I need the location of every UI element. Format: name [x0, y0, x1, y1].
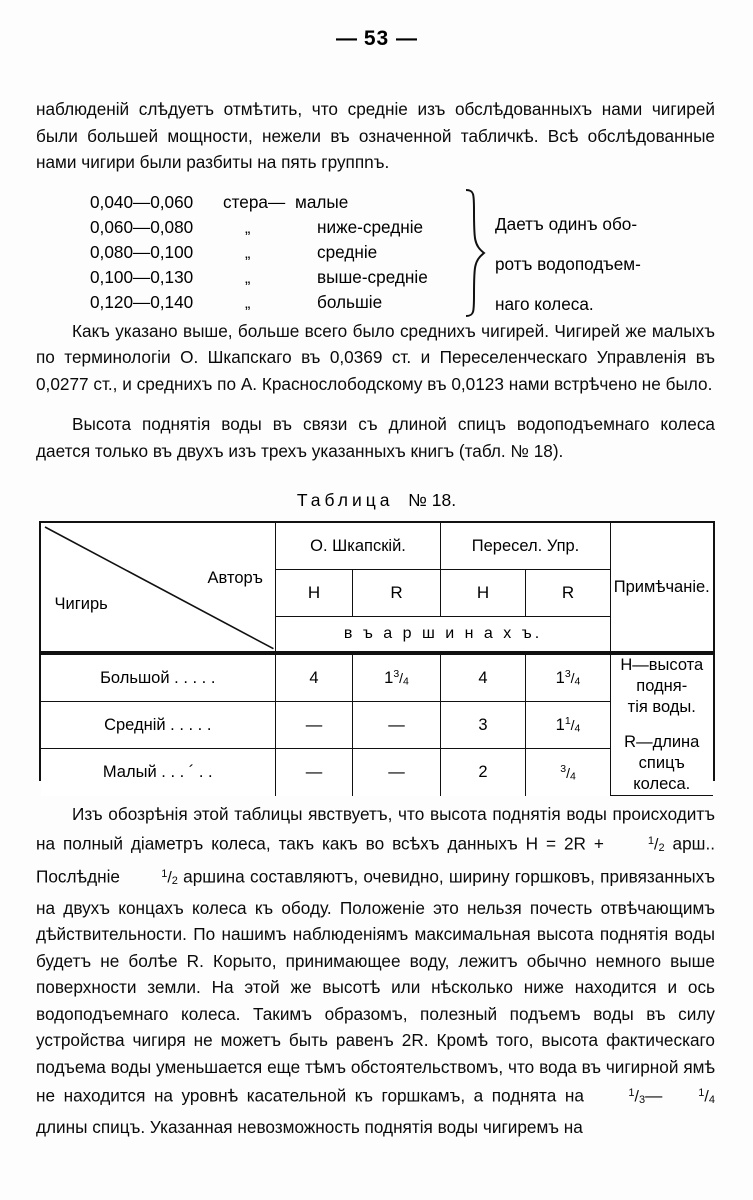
- table-header-row-1: [41, 523, 713, 570]
- note-line: тія воды.: [627, 698, 696, 716]
- paragraph-2: Какъ указано выше, больше всего было среднихъ чигирей. Чигирей же малыхъ по терминологiи О. Шкапскаго въ 0,0369 ст. и Переселенческаго Управленiя въ 0,0277 ст., и среднихъ по А. Краснослободскому въ 0,0123 нами встрѣчено не было.: [36, 320, 715, 394]
- intro-paragraph: наблюденій слѣдуетъ отмѣтить, что среднiе изъ обслѣдованныхъ нами чигирей были большей мощности, нежели въ означенной табличкѣ. Всѣ обслѣдованные нами чигири были разбиты на пять группnъ.: [36, 99, 715, 172]
- table-caption-number: № 18.: [408, 490, 457, 510]
- table-col-header-h-pereselupr: H: [441, 570, 526, 617]
- table-unit-label: в ъ а р ш и н а х ъ.: [276, 617, 611, 653]
- header-dash-right: —: [396, 27, 418, 50]
- group-name: ниже-среднiе: [317, 216, 424, 237]
- fraction-value: $^3/_4$: [560, 762, 576, 783]
- fraction-one-half-a: $^1/_2$: [647, 834, 665, 854]
- group-unit: „: [245, 219, 251, 237]
- note-height-definition: [611, 655, 713, 718]
- group-list: [90, 192, 460, 317]
- group-row: [90, 267, 460, 292]
- group-unit: „: [245, 244, 251, 262]
- fraction-one-third: $^1/_3$: [628, 1087, 646, 1107]
- table-row-label-malyy: Малый . . . ´ . .: [41, 749, 276, 796]
- table-row-label-bolshoy: Большой . . . . .: [41, 655, 276, 702]
- group-range: 0,100—0,130: [90, 266, 194, 287]
- table-cell-h-shkapsky-malyy: —: [276, 749, 353, 796]
- group-row: [90, 217, 460, 242]
- table-cell-h-pereselupr-malyy: 2: [441, 749, 526, 796]
- fraction-one-half-b: $^1/_2$: [161, 868, 178, 888]
- note-radius-definition: [611, 732, 713, 795]
- paragraph-3-block: [0, 411, 753, 464]
- table-corner-cell: [41, 523, 276, 653]
- table-cell-r-pereselupr-malyy: [526, 749, 611, 796]
- table-18: [39, 521, 715, 793]
- table-cell-r-shkapsky-malyy: —: [353, 749, 441, 796]
- table-row: [41, 655, 713, 702]
- table-author-group-pereselupr: Пересел. Упр.: [441, 523, 611, 570]
- table-note-body: [611, 655, 713, 796]
- fraction-range-dash: —: [645, 1085, 663, 1106]
- group-row: [90, 292, 460, 317]
- table-col-header-r-shkapsky: R: [353, 570, 441, 617]
- fraction-value: $1^3/_4$: [384, 668, 409, 688]
- table-cell-r-pereselupr-sredniy: [526, 702, 611, 749]
- group-unit: „: [245, 269, 251, 287]
- group-range: 0,120—0,140: [90, 291, 194, 312]
- table-cell-h-pereselupr-bolshoy: 4: [441, 655, 526, 702]
- paragraph-3: Высота поднятiя воды въ связи съ длиной спицъ водоподъемнаго колеса дается только въ двухъ изъ трехъ указанныхъ книгъ (табл. № 18).: [36, 414, 715, 461]
- fraction-value: $1^3/_4$: [555, 668, 581, 688]
- closing-part-1: Изъ обозрѣнія этой таблицы явствуетъ, что высота поднятія воды происходитъ на полный дiаметръ колеса, такъ какъ во всѣхъ данныхъ H = 2R +: [36, 804, 715, 853]
- page-number: 53: [363, 27, 390, 50]
- note-line: R—длина спицъ: [624, 733, 700, 772]
- group-range: 0,080—0,100: [90, 241, 194, 262]
- group-range: 0,040—0,060: [90, 191, 194, 212]
- group-unit: стера—: [223, 191, 286, 212]
- table-cell-h-shkapsky-sredniy: —: [276, 702, 353, 749]
- group-row: [90, 192, 460, 217]
- group-name: большiе: [317, 291, 383, 312]
- table-caption: [0, 490, 753, 511]
- table-author-group-shkapsky: О. Шкапскій.: [276, 523, 441, 570]
- closing-paragraph: [0, 781, 753, 1140]
- closing-part-2: арш.. Послѣдніе: [36, 833, 716, 887]
- brace-note-line: ротъ водоподъем-: [495, 253, 641, 274]
- group-row: [90, 242, 460, 267]
- fraction-value: $1^1/_4$: [555, 715, 581, 736]
- closing-part-4: длины спицъ. Указанная невозможность поднятія воды чигиремъ на: [36, 1116, 583, 1137]
- paragraph-2-block: [0, 318, 753, 398]
- table-cell-h-pereselupr-sredniy: 3: [441, 702, 526, 749]
- table-18-grid: [41, 523, 713, 796]
- brace-note-line: наго колеса.: [495, 293, 594, 314]
- closing-part-3: аршина составляютъ, очевидно, ширину горшковъ, привязанныхъ на двухъ концахъ колеса къ ободу. Положеніе это нельзя почесть отвѣчающимъ дѣйствительности. По нашимъ наблюденіямъ максимальная высота поднятія воды будетъ не болѣе R. Корыто, принимающее воду, лежитъ обычно немного выше поверхности земли. На этой же высотѣ или нѣсколько ниже находится и ось водоподъемнаго колеса. Такимъ образомъ, полезный подъемъ воды въ силу устройства чигиря не можетъ быть равенъ 2R. Кромѣ того, высота фактическаго подъема воды уменьшается еще тѣмъ обстоятельствомъ, что вода въ чигирной ямѣ не находится на уровнѣ касательной къ горшкамъ, а поднята на: [36, 866, 715, 1106]
- group-unit: „: [245, 294, 251, 312]
- brace-note-line: Даетъ одинъ обо-: [495, 213, 638, 234]
- intro-paragraph-block: [0, 51, 753, 176]
- fraction-one-quarter: $^1/_4$: [698, 1087, 715, 1107]
- table-cell-r-pereselupr-bolshoy: [526, 655, 611, 702]
- group-range: 0,060—0,080: [90, 216, 194, 237]
- table-corner-row-label: Чигирь: [54, 595, 108, 613]
- group-name: среднiе: [317, 241, 378, 262]
- table-corner-author-label: Авторъ: [207, 569, 263, 587]
- note-line: колеса.: [633, 775, 691, 793]
- group-name: малые: [295, 191, 349, 212]
- note-line: H—высота подня-: [620, 656, 704, 695]
- curly-brace-icon: [462, 189, 488, 317]
- group-classification-block: [0, 192, 753, 318]
- table-row-label-sredniy: Среднiй . . . . .: [41, 702, 276, 749]
- table-caption-word: Таблица: [296, 490, 394, 510]
- table-col-header-h-shkapsky: H: [276, 570, 353, 617]
- table-cell-h-shkapsky-bolshoy: 4: [276, 655, 353, 702]
- header-dash-left: —: [335, 27, 357, 50]
- group-name: выше-среднiе: [317, 266, 428, 287]
- table-cell-r-shkapsky-sredniy: —: [353, 702, 441, 749]
- page-number-header: [0, 0, 753, 51]
- brace-note: [495, 204, 715, 324]
- closing-paragraph-block: [0, 781, 753, 1140]
- table-note-header: Примѣчанiе.: [611, 523, 713, 653]
- table-col-header-r-pereselupr: R: [526, 570, 611, 617]
- table-cell-r-shkapsky-bolshoy: [353, 655, 441, 702]
